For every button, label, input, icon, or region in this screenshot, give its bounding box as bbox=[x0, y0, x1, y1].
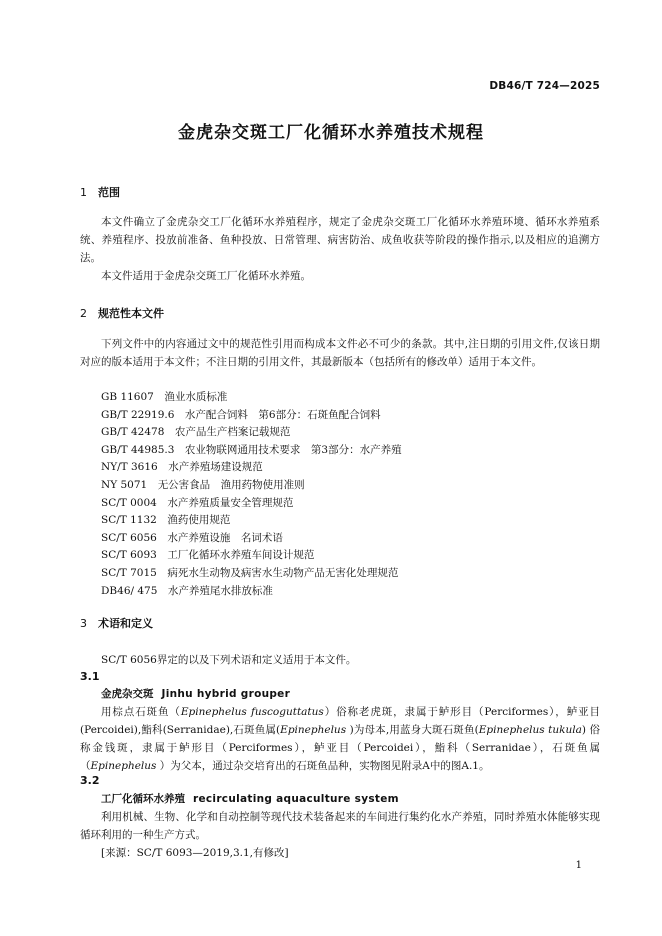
term-definition bbox=[80, 703, 600, 775]
reference-code: SC/T 6093 bbox=[101, 549, 157, 562]
scope-paragraph-1: 本文件确立了金虎杂交工厂化循环水养殖程序，规定了金虎杂交斑工厂化循环水养殖环境、循环水养殖系统、养殖程序、投放前准备、鱼种投放、日常管理、病害防治、成鱼收获等阶段的操作指示,以及相应的追溯方法。 bbox=[80, 216, 600, 264]
species-name: Epinephelus bbox=[280, 724, 347, 736]
reference-title: 水产养殖尾水排放标准 bbox=[167, 584, 273, 597]
reference-title: 渔业水质标准 bbox=[164, 391, 228, 403]
reference-item bbox=[101, 424, 402, 442]
term-name bbox=[101, 791, 399, 806]
definition-text: ) 俗称金钱斑，隶属于鲈形目（Perciformes），鲈亚目（Percoidei），鮨科（Serranidae），石斑鱼属（ bbox=[80, 724, 600, 772]
reference-title: 无公害食品 渔用药物使用准则 bbox=[157, 478, 305, 491]
reference-title: 渔药使用规范 bbox=[167, 514, 231, 527]
reference-title: 农产品生产档案记载规范 bbox=[174, 426, 291, 439]
normative-intro: 下列文件中的内容通过文中的规范性引用而构成本文件必不可少的条款。其中,注日期的引用文件,仅该日期对应的版本适用于本文件；不注日期的引用文件，其最新版本（包括所有的修改单）适用于本文件。 bbox=[80, 338, 600, 368]
reference-item bbox=[101, 442, 402, 460]
reference-item bbox=[101, 583, 402, 601]
reference-code: GB 11607 bbox=[101, 391, 154, 403]
reference-item bbox=[101, 547, 402, 565]
section-heading-normative bbox=[80, 305, 164, 321]
section-heading-scope bbox=[80, 184, 120, 200]
reference-code: SC/T 0004 bbox=[101, 496, 157, 509]
reference-item bbox=[101, 459, 402, 477]
definition-text: ）为父本，通过杂交培育出的石斑鱼品种，实物图见附录A中的图A.1。 bbox=[156, 760, 490, 772]
term-name-en: recirculating aquaculture system bbox=[193, 793, 399, 805]
section-title: 术语和定义 bbox=[98, 617, 153, 630]
reference-code: GB/T 22919.6 bbox=[101, 408, 175, 421]
reference-code: SC/T 1132 bbox=[101, 514, 157, 527]
reference-title: 水产养殖质量安全管理规范 bbox=[167, 496, 294, 509]
reference-item bbox=[101, 407, 402, 425]
term-number: 3.1 bbox=[80, 670, 100, 683]
reference-code: NY 5071 bbox=[101, 478, 148, 491]
page-number: 1 bbox=[575, 860, 582, 871]
reference-code: NY/T 3616 bbox=[101, 461, 158, 474]
reference-code: GB/T 44985.3 bbox=[101, 443, 175, 456]
reference-code: DB46/ 475 bbox=[101, 584, 158, 597]
reference-title: 病死水生动物及病害水生动物产品无害化处理规范 bbox=[167, 566, 399, 579]
section-number: 2 bbox=[80, 307, 87, 320]
reference-code: SC/T 7015 bbox=[101, 566, 157, 579]
term-number: 3.2 bbox=[80, 774, 100, 787]
reference-title: 水产配合饲料 第6部分：石斑鱼配合饲料 bbox=[184, 408, 381, 421]
reference-item bbox=[101, 565, 402, 583]
term-definition: 利用机械、生物、化学和自动控制等现代技术装备起来的车间进行集约化水产养殖，同时养殖水体能够实现循环利用的一种生产方式。 bbox=[80, 811, 600, 841]
scope-paragraph-2: 本文件适用于金虎杂交斑工厂化循环水养殖。 bbox=[101, 270, 311, 282]
reference-code: GB/T 42478 bbox=[101, 426, 165, 439]
term-name-cn: 金虎杂交斑 bbox=[101, 688, 154, 700]
reference-title: 水产养殖场建设规范 bbox=[168, 461, 263, 474]
section-title: 规范性本文件 bbox=[98, 307, 164, 320]
reference-item bbox=[101, 530, 402, 548]
reference-item bbox=[101, 512, 402, 530]
section-number: 3 bbox=[80, 617, 87, 630]
term-name bbox=[101, 686, 290, 701]
terms-intro: SC/T 6056界定的以及下列术语和定义适用于本文件。 bbox=[101, 654, 357, 666]
definition-text: ）俗称老虎斑，隶属于鲈形目（Perciformes），鲈亚目(Percoidei),鮨科(Serranidae),石斑鱼属( bbox=[80, 706, 601, 736]
reference-code: SC/T 6056 bbox=[101, 531, 157, 544]
reference-item bbox=[101, 477, 402, 495]
section-number: 1 bbox=[80, 186, 87, 199]
definition-text: )为母本,用蓝身大斑石斑鱼( bbox=[346, 724, 479, 736]
reference-item bbox=[101, 495, 402, 513]
term-name-cn: 工厂化循环水养殖 bbox=[101, 793, 185, 805]
section-title: 范围 bbox=[98, 186, 120, 199]
reference-title: 农业物联网通用技术要求 第3部分：水产养殖 bbox=[184, 443, 402, 456]
reference-title: 水产养殖设施 名词术语 bbox=[167, 531, 283, 544]
reference-list bbox=[101, 389, 402, 600]
document-title: 金虎杂交斑工厂化循环水养殖技术规程 bbox=[178, 123, 484, 143]
term-name-en: Jinhu hybrid grouper bbox=[161, 688, 291, 700]
species-name: Epinephelus tukula bbox=[478, 724, 582, 736]
definition-text: 用棕点石斑鱼（ bbox=[101, 706, 181, 718]
section-heading-terms bbox=[80, 615, 153, 631]
standard-code: DB46/T 724—2025 bbox=[489, 80, 600, 92]
species-name: Epinephelus bbox=[90, 760, 157, 772]
term-source: [来源：SC/T 6093—2019,3.1,有修改] bbox=[101, 847, 289, 859]
reference-item bbox=[101, 389, 402, 407]
reference-title: 工厂化循环水养殖车间设计规范 bbox=[167, 549, 315, 562]
species-name: Epinephelus fuscoguttatus bbox=[180, 706, 324, 718]
